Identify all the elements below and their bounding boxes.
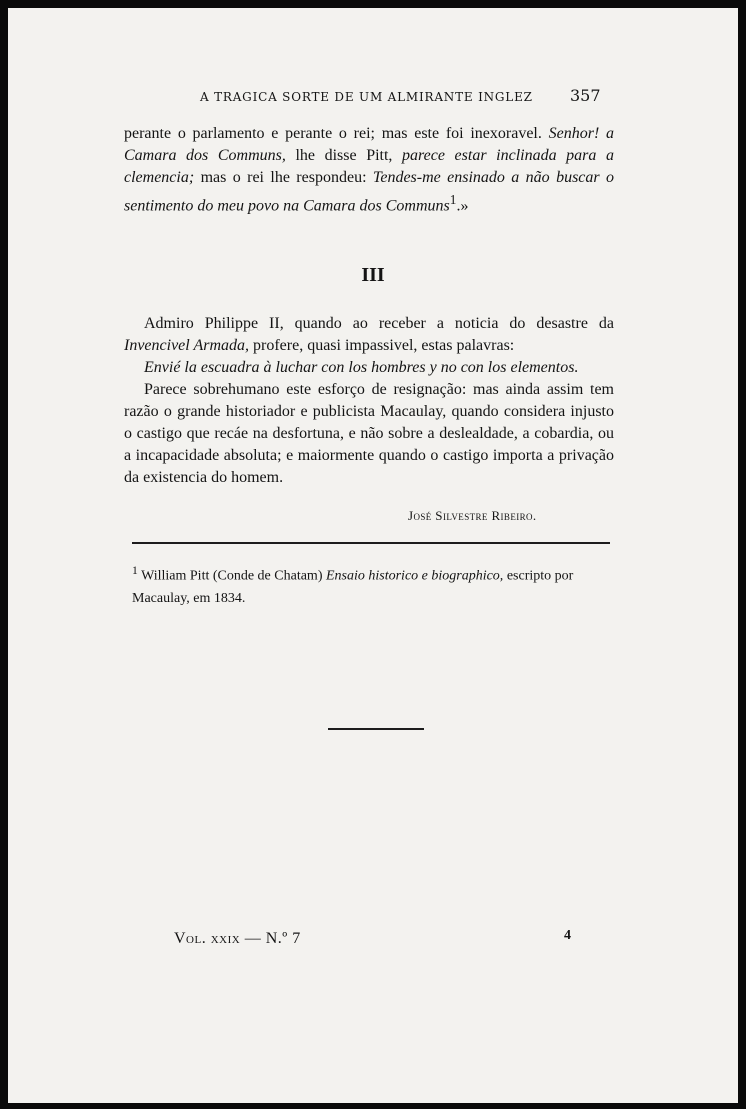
footnote-italic-title: Ensaio historico e biographico, (325, 568, 504, 584)
footnote (132, 560, 612, 610)
footnote-text-b: escripto por Macaulay, em 1834. (132, 568, 574, 606)
p2-text-a: Admiro Philippe II, quando ao receber a noticia do desastre da (144, 315, 614, 332)
p1-italic-quote-3: Tendes-me ensinado a não buscar o sentimento do meu povo na Camara dos Communs (124, 169, 615, 215)
footnote-text-a: William Pitt (Conde de Chatam) (137, 568, 326, 584)
spanish-quote: Envié la escuadra à luchar con los hombres y no con los elementos. (144, 359, 579, 376)
p2-body (124, 313, 614, 357)
paragraph-3: Parece sobrehumano este esforço de resignação: mas ainda assim tem razão o grande historiador e publicista Macaulay, quando considera injusto o castigo que recáe na desfortuna, e não sobre a deslealdade, a cobardia, ou a incapacidade absoluta; e maiormente quando o castigo importa a privação da existencia do homem. (124, 381, 614, 486)
footnote-divider (132, 542, 610, 544)
end-rule (328, 728, 424, 730)
author-signature: José Silvestre Ribeiro. (408, 508, 537, 523)
paragraph-1 (124, 123, 614, 217)
signature-mark: 4 (564, 928, 571, 943)
running-title: A TRAGICA SORTE DE UM ALMIRANTE INGLEZ (200, 90, 533, 104)
footnote-marker: 1 (132, 564, 138, 577)
volume-label: Vol. xxix — N.º 7 (174, 930, 301, 947)
p2-quote (124, 357, 614, 379)
p1-text-b: lhe disse Pitt, (285, 147, 403, 164)
p1-text-c: mas o rei lhe respondeu: (194, 169, 373, 186)
page-number: 357 (570, 86, 601, 105)
p1-italic-quote-2: parece estar inclinada para a clemencia; (124, 147, 615, 186)
footnote-ref: 1 (449, 192, 457, 207)
p2-text-b: profere, quasi impassivel, estas palavras: (249, 337, 515, 354)
section-heading: III (361, 264, 385, 286)
page-header (8, 86, 738, 110)
p1-italic-quote-1: Senhor! a Camara dos Communs, (124, 125, 615, 164)
p2-italic-armada: Invencivel Armada, (124, 337, 249, 354)
document-page (8, 8, 738, 1103)
p1-text-d: .» (456, 197, 469, 215)
p1-text-a: perante o parlamento e perante o rei; mas este foi inexoravel. (124, 125, 549, 142)
paragraph-2 (124, 313, 614, 489)
